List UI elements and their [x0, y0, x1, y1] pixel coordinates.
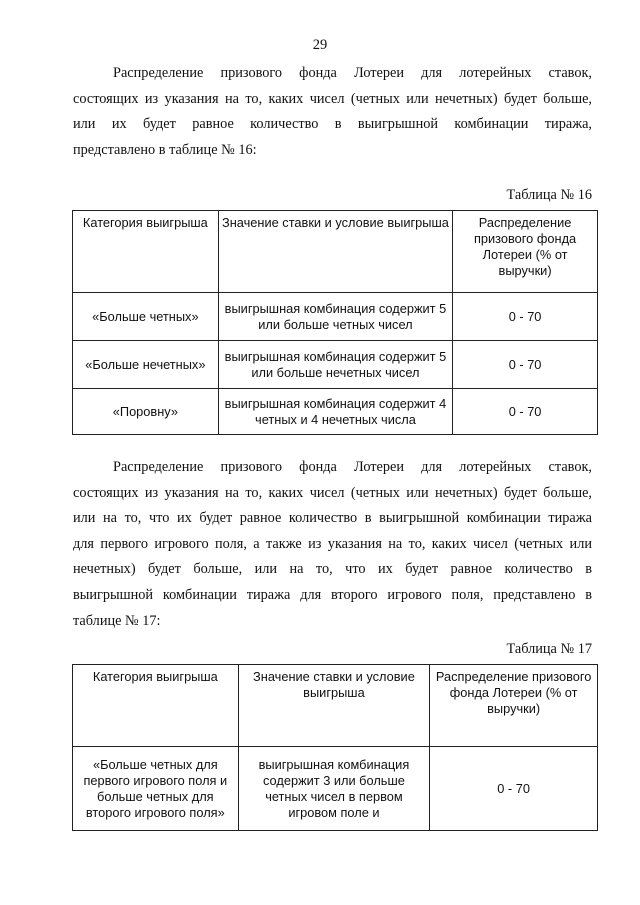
- table16-header-distribution: Распределение призового фонда Лотереи (% от выручки): [453, 211, 598, 293]
- paragraph-line: или их будет равное количество в выигрышной комбинации тиража,: [73, 116, 592, 133]
- table16: [72, 210, 598, 435]
- paragraph-line: нечетных) будет больше, или на то, что их будет равное количество в: [73, 561, 592, 578]
- table-row: [73, 341, 598, 389]
- table16-header-category: Категория выигрыша: [73, 211, 219, 293]
- table16-cell-condition: выигрышная комбинация содержит 5 или больше четных чисел: [218, 293, 452, 341]
- paragraph-line: представлено в таблице № 16:: [73, 141, 257, 158]
- table16-caption: Таблица № 16: [506, 187, 592, 203]
- table17-header-category: Категория выигрыша: [73, 665, 239, 747]
- paragraph-line: состоящих из указания на то, каких чисел (четных или нечетных) будет больше,: [73, 90, 592, 107]
- table16-cell-distribution: 0 - 70: [453, 389, 598, 435]
- table16-cell-distribution: 0 - 70: [453, 341, 598, 389]
- table16-cell-category: «Поровну»: [73, 389, 219, 435]
- paragraph-line: для первого игрового поля, а также из указания на то, каких чисел (четных или: [73, 535, 592, 552]
- table17-header-condition: Значение ставки и условие выигрыша: [238, 665, 430, 747]
- table16-cell-condition: выигрышная комбинация содержит 4 четных и 4 нечетных числа: [218, 389, 452, 435]
- table-row: [73, 747, 598, 831]
- table17-caption: Таблица № 17: [506, 641, 592, 657]
- paragraph-line: состоящих из указания на то, каких чисел (четных или нечетных) будет больше,: [73, 484, 592, 501]
- paragraph-table16-intro: [73, 61, 592, 163]
- table17-header-distribution: Распределение призового фонда Лотереи (% от выручки): [430, 665, 598, 747]
- page-number: 29: [312, 37, 328, 53]
- paragraph-line: Распределение призового фонда Лотереи для лотерейных ставок,: [113, 65, 592, 81]
- table17-cell-category: «Больше четных для первого игрового поля и больше четных для второго игрового поля»: [73, 747, 239, 831]
- table-row: [73, 293, 598, 341]
- table16-cell-distribution: 0 - 70: [453, 293, 598, 341]
- table16-cell-category: «Больше четных»: [73, 293, 219, 341]
- table17-cell-distribution: 0 - 70: [430, 747, 598, 831]
- table16-cell-condition: выигрышная комбинация содержит 5 или больше нечетных чисел: [218, 341, 452, 389]
- table-row: [73, 389, 598, 435]
- table16-header-condition: Значение ставки и условие выигрыша: [218, 211, 452, 293]
- table16-header-row: [73, 211, 598, 293]
- table17-header-row: [73, 665, 598, 747]
- table17: [72, 664, 598, 831]
- paragraph-line: Распределение призового фонда Лотереи для лотерейных ставок,: [113, 459, 592, 475]
- paragraph-line: или на то, что их будет равное количество в выигрышной комбинации тиража: [73, 510, 592, 527]
- table17-cell-condition: выигрышная комбинация содержит 3 или больше четных чисел в первом игровом поле и: [238, 747, 430, 831]
- paragraph-line: выигрышной комбинации тиража для второго игрового поля, представлено в: [73, 586, 592, 603]
- table16-cell-category: «Больше нечетных»: [73, 341, 219, 389]
- paragraph-table17-intro: [73, 455, 592, 634]
- paragraph-line: таблице № 17:: [73, 612, 161, 629]
